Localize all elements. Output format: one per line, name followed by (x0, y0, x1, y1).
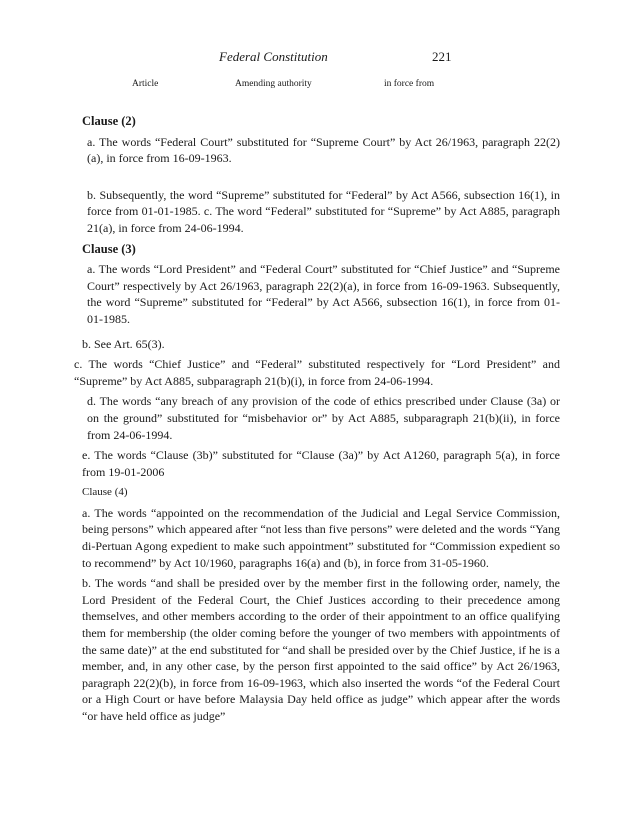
clause-3-section (74, 241, 560, 481)
clause-2-heading: Clause (2) (82, 114, 136, 128)
clause-2-section (82, 113, 560, 237)
running-title: Federal Constitution (219, 49, 328, 64)
column-heading-article: Article (132, 79, 159, 89)
column-heading-amending-authority: Amending authority (235, 79, 312, 89)
clause-3-note-d: d. The words “any breach of any provision of the code of ethics prescribed under Clause (3a) or on the ground” substituted for “misbehavior or” by Act A885, subparagraph 21(b)(ii), in force from 24-06-1994. (87, 394, 560, 442)
clause-2-note-b: b. Subsequently, the word “Supreme” substituted for “Federal” by Act A566, subsection 16(1), in force from 01-01-1985. c. The word “Federal” substituted for “Supreme” by Act A885, paragraph 21(a), in force from 24-06-1994. (87, 187, 560, 235)
clause-4-note-b: b. The words “and shall be presided over by the member first in the following order, namely, the Lord President of the Federal Court, the Chief Justices according to their precedence among themselves, and other members according to the order of their appointment to an office qualifying them for membership (the older coming before the younger of two members with appointments of the same date)” at the end substituted for “and shall be presided over by the Chief Justice, if he is a member, and, in any other case, by the person first appointed to the said office” by Act 26/1963, paragraph 22(2)(b), in force from 16-09-1963, which also inserted the words “of the Federal Court or a High Court or have before Malaysia Day held office as judge” which appear after the words “or have held office as judge” (82, 576, 560, 723)
clause-3-note-e: e. The words “Clause (3b)” substituted for “Clause (3a)” by Act A1260, paragraph 5(a), in force from 19-01-2006 (82, 448, 560, 479)
clause-4-heading: Clause (4) (82, 486, 128, 499)
clause-2-note-a: a. The words “Federal Court” substituted for “Supreme Court” by Act 26/1963, paragraph 22(2)(a), in force from 16-09-1963. (87, 134, 560, 166)
clause-3-heading: Clause (3) (82, 241, 136, 256)
clause-4-note-a: a. The words “appointed on the recommendation of the Judicial and Legal Service Commission, being persons” which appeared after “not less than five persons” were deleted and the words “Yang di-Pertuan Agong expedient to make such appointment” substituted for “Commission expedient so to recommend” by Act 10/1960, paragraphs 16(a) and (b), in force from 31-05-1960. (82, 505, 560, 570)
clause-3-note-b: b. See Art. 65(3). (82, 336, 165, 351)
document-body (74, 113, 560, 725)
clause-4-section (82, 484, 560, 724)
page-number: 221 (432, 49, 452, 64)
clause-3-note-c: c. The words “Chief Justice” and “Federal” substituted respectively for “Lord President” and “Supreme” by Act A885, subparagraph 21(b)(i), in force from 24-06-1994. (74, 357, 560, 388)
column-heading-in-force-from: in force from (384, 79, 435, 89)
clause-3-note-a: a. The words “Lord President” and “Federal Court” substituted for “Chief Justice” and “Supreme Court” respectively by Act 26/1963, paragraph 22(2)(a), in force from 16-09-1963. Subsequently, the word “Supreme” substituted for “Federal” by Act A566, subsection 16(1), in force from 01-01-1985. (87, 262, 560, 326)
